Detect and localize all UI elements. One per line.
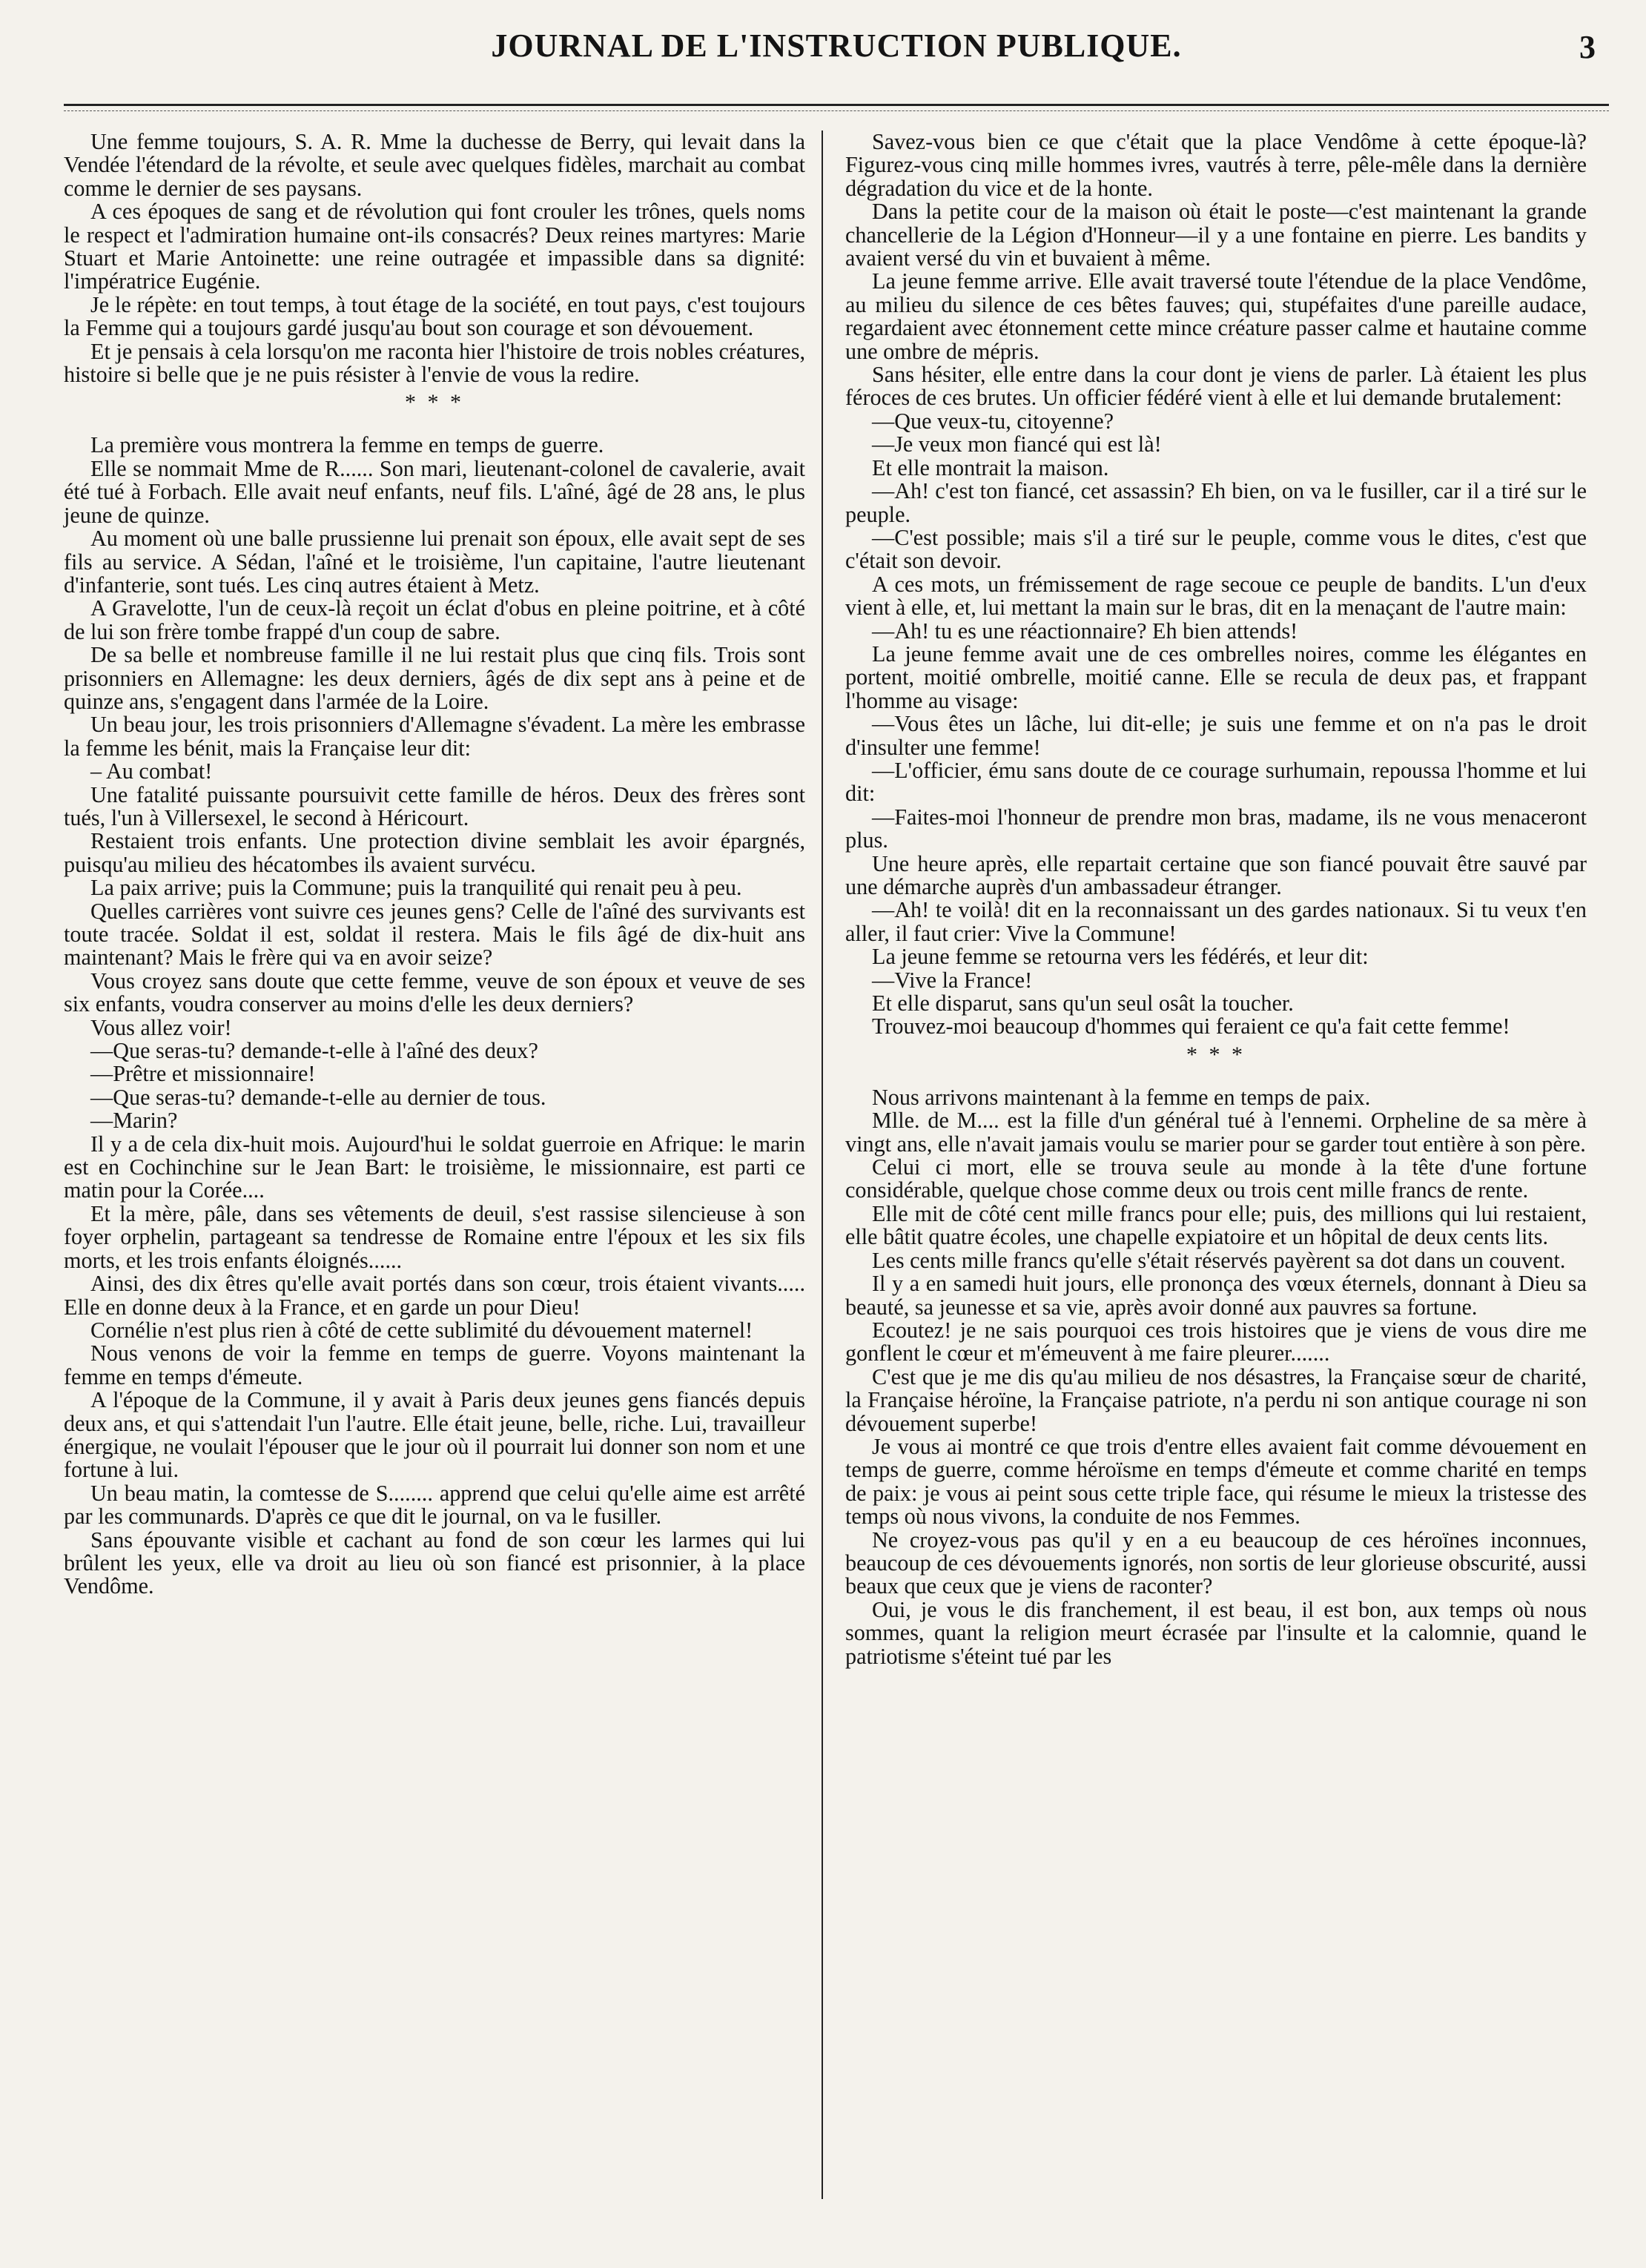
paragraph: Cornélie n'est plus rien à côté de cette sublimité du dévouement maternel! xyxy=(90,1317,753,1343)
paragraph: Sans hésiter, elle entre dans la cour dont je viens de parler. Là étaient les plus féroces de ces brutes. Un officier fédéré vient à elle et lui demande brutalement: xyxy=(845,362,1587,411)
dialogue-line: —Prêtre et missionnaire! xyxy=(90,1061,316,1087)
paragraph: Un beau matin, la comtesse de S........ apprend que celui qu'elle aime est arrêté par les communards. D'après ce que dit le journal, on va le fusiller. xyxy=(64,1480,805,1530)
paragraph: La jeune femme arrive. Elle avait traversé toute l'étendue de la place Vendôme, au milieu du silence de ces bêtes fauves; qui, stupéfaites d'une pareille audace, regardaient avec étonnement cette mince créature passer calme et hautaine comme une ombre de mépris. xyxy=(845,268,1587,364)
journal-title: JOURNAL DE L'INSTRUCTION PUBLIQUE. xyxy=(491,27,1182,64)
paragraph: Restaient trois enfants. Une protection divine semblait les avoir épargnés, puisqu'au milieu des hécatombes ils avaient survécu. xyxy=(64,828,805,877)
paragraph: A ces époques de sang et de révolution qui font crouler les trônes, quels noms le respect et l'admiration humaine ont-ils consacrés? Deux reines martyres: Marie Stuart et Marie Antoinette: une reine outragée et impassible dans sa dignité: l'impératrice Eugénie. xyxy=(64,199,805,294)
paragraph: Dans la petite cour de la maison où était le poste—c'est maintenant la grande chancellerie de la Légion d'Honneur—il y a une fontaine en pierre. Les bandits y avaient versé du vin et buvaient à même. xyxy=(845,199,1587,271)
section-separator: * * * xyxy=(1186,1042,1246,1067)
paragraph: Vous allez voir! xyxy=(90,1014,232,1040)
paragraph: Je vous ai montré ce que trois d'entre elles avaient fait comme dévouement en temps de guerre, comme héroïsme en temps d'émeute et comme charité en temps de paix: je vous ai peint sous cette triple face, qui résume le mieux la tristesse des temps où nous vivons, la conduite de nos Femmes. xyxy=(845,1433,1587,1530)
dialogue-line: —Ah! te voilà! dit en la reconnaissant un des gardes nationaux. Si tu veux t'en aller, il faut crier: Vive la Commune! xyxy=(845,897,1587,946)
paragraph: Un beau jour, les trois prisonniers d'Allemagne s'évadent. La mère les embrasse la femme les bénit, mais la Française leur dit: xyxy=(64,712,805,761)
paragraph: Une heure après, elle repartait certaine que son fiancé pouvait être sauvé par une démarche auprès d'un ambassadeur étranger. xyxy=(845,850,1587,899)
dialogue-line: —Je veux mon fiancé qui est là! xyxy=(872,432,1162,457)
paragraph: Elle se nommait Mme de R...... Son mari, lieutenant-colonel de cavalerie, avait été tué à Forbach. Elle avait neuf enfants, neuf fils. L'aîné, âgé de 28 ans, le plus jeune de quinze. xyxy=(64,455,805,528)
paragraph: Et elle disparut, sans qu'un seul osât la toucher. xyxy=(872,991,1294,1016)
dialogue-line: —Marin? xyxy=(90,1108,178,1134)
paragraph: Nous arrivons maintenant à la femme en temps de paix. xyxy=(872,1084,1371,1110)
section-separator: * * * xyxy=(405,390,464,415)
dialogue-line: —Ah! tu es une réactionnaire? Eh bien attends! xyxy=(872,618,1298,644)
paragraph: Les cents mille francs qu'elle s'était réservés payèrent sa dot dans un couvent. xyxy=(872,1247,1566,1273)
paragraph: Ainsi, des dix êtres qu'elle avait portés dans son cœur, trois étaient vivants..... Elle en donne deux à la France, et en garde un pour Dieu! xyxy=(64,1271,805,1320)
paragraph: La jeune femme avait une de ces ombrelles noires, comme les élégantes en portent, moitié ombrelle, moitié canne. Elle se recula de deux pas, et frappant l'homme au visage: xyxy=(845,641,1587,713)
paragraph: Vous croyez sans doute que cette femme, veuve de son époux et veuve de ses six enfants, voudra conserver au moins d'elle les deux derniers? xyxy=(64,968,805,1017)
paragraph: C'est que je me dis qu'au milieu de nos désastres, la Française sœur de charité, la Française héroïne, la Française patriote, n'a perdu ni son antique courage ni son dévouement superbe! xyxy=(845,1363,1587,1436)
header-rule-thin xyxy=(64,110,1609,111)
dialogue-line: —Vive la France! xyxy=(872,967,1033,993)
paragraph: Oui, je vous le dis franchement, il est beau, il est bon, aux temps où nous sommes, quant la religion meurt écrasée par l'insulte et la calomnie, quand le patriotisme s'éteint tué par les xyxy=(845,1596,1587,1669)
page-number: 3 xyxy=(1579,29,1596,65)
paragraph: De sa belle et nombreuse famille il ne lui restait plus que cinq fils. Trois sont prisonniers en Allemagne: les deux derniers, âgés de dix sept ans à peine et de quinze ans, s'engagent dans l'armée de la Loire. xyxy=(64,642,805,714)
paragraph: A Gravelotte, l'un de ceux-là reçoit un éclat d'obus en pleine poitrine, et à côté de lui son frère tombe frappé d'un coup de sabre. xyxy=(64,595,805,644)
dialogue-line: – Au combat! xyxy=(90,758,213,784)
paragraph: Au moment où une balle prussienne lui prenait son époux, elle avait sept de ses fils au service. A Sédan, l'aîné et le troisième, l'un capitaine, l'autre lieutenant d'infanterie, sont tués. Les cinq autres étaient à Metz. xyxy=(64,526,805,598)
page-header xyxy=(64,22,1609,67)
paragraph: Une fatalité puissante poursuivit cette famille de héros. Deux des frères sont tués, l'un à Villersexel, le second à Héricourt. xyxy=(64,781,805,830)
paragraph: Savez-vous bien ce que c'était que la place Vendôme à cette époque-là? Figurez-vous cinq mille hommes ivres, vautrés à terre, pêle-mêle dans la dernière dégradation du vice et de la honte. xyxy=(845,129,1587,201)
paragraph: Et elle montrait la maison. xyxy=(872,454,1109,480)
paragraph: Elle mit de côté cent mille francs pour elle; puis, des millions qui lui restaient, elle bâtit quatre écoles, une chapelle expiatoire et un hôpital de deux cents lits. xyxy=(845,1200,1587,1250)
paragraph: Nous venons de voir la femme en temps de guerre. Voyons maintenant la femme en temps d'émeute. xyxy=(64,1340,805,1389)
dialogue-line: —Que seras-tu? demande-t-elle à l'aîné des deux? xyxy=(90,1038,538,1064)
paragraph: Une femme toujours, S. A. R. Mme la duchesse de Berry, qui levait dans la Vendée l'étendard de la révolte, et seule avec quelques fidèles, marchait au combat comme le dernier de ses paysans. xyxy=(64,129,805,201)
paragraph: Quelles carrières vont suivre ces jeunes gens? Celle de l'aîné des survivants est toute tracée. Soldat il est, soldat il restera. Mais le fils âgé de dix-huit ans maintenant? Mais le frère qui va en avoir seize? xyxy=(64,898,805,971)
paragraph: A l'époque de la Commune, il y avait à Paris deux jeunes gens fiancés depuis deux ans, et qui s'attendait l'un l'autre. Elle était jeune, belle, riche. Lui, travailleur énergique, ne voulait l'épouser que le jour où il pourrait lui donner son nom et une fortune à lui. xyxy=(64,1387,805,1483)
header-rule xyxy=(64,104,1609,106)
dialogue-line: —Que veux-tu, citoyenne? xyxy=(872,408,1114,434)
paragraph: A ces mots, un frémissement de rage secoue ce peuple de bandits. L'un d'eux vient à elle, et, lui mettant la main sur le bras, dit en la menaçant de l'autre main: xyxy=(845,571,1587,621)
paragraph: Et je pensais à cela lorsqu'on me raconta hier l'histoire de trois nobles créatures, histoire si belle que je ne puis résister à l'envie de vous la redire. xyxy=(64,338,805,388)
right-column xyxy=(823,130,1587,2199)
paragraph: Il y a en samedi huit jours, elle prononça des vœux éternels, donnant à Dieu sa beauté, sa jeunesse et sa vie, après avoir donné aux pauvres sa fortune. xyxy=(845,1271,1587,1320)
paragraph: Ecoutez! je ne sais pourquoi ces trois histoires que je viens de vous dire me gonflent le cœur et m'émeuvent à me faire pleurer....... xyxy=(845,1317,1587,1366)
paragraph: La paix arrive; puis la Commune; puis la tranquilité qui renait peu à peu. xyxy=(90,875,742,901)
paragraph: Mlle. de M.... est la fille d'un général tué à l'ennemi. Orpheline de sa mère à vingt ans, elle n'avait jamais voulu se marier pour se garder tout entière à son père. xyxy=(845,1108,1587,1157)
paragraph: Celui ci mort, elle se trouva seule au monde à la tête d'une fortune considérable, quelque chose comme deux ou trois cent mille francs de rente. xyxy=(845,1154,1587,1203)
paragraph: Je le répète: en tout temps, à tout étage de la société, en tout pays, c'est toujours la Femme qui a toujours gardé jusqu'au bout son courage et son dévouement. xyxy=(64,291,805,341)
paragraph: La jeune femme se retourna vers les fédérés, et leur dit: xyxy=(872,944,1369,970)
dialogue-line: —C'est possible; mais s'il a tiré sur le peuple, comme vous le dites, c'est que c'était son devoir. xyxy=(845,524,1587,574)
paragraph: Trouvez-moi beaucoup d'hommes qui feraient ce qu'a fait cette femme! xyxy=(872,1014,1510,1039)
dialogue-line: —Vous êtes un lâche, lui dit-elle; je suis une femme et on n'a pas le droit d'insulter une femme! xyxy=(845,711,1587,760)
paragraph: Et la mère, pâle, dans ses vêtements de deuil, s'est rassise silencieuse à son foyer orphelin, partageant sa tendresse de Romaine entre l'époux et les six fils morts, et les trois enfants éloignés...... xyxy=(64,1200,805,1273)
paragraph: Il y a de cela dix-huit mois. Aujourd'hui le soldat guerroie en Afrique: le marin est en Cochinchine sur le Jean Bart: le troisième, le missionnaire, est parti ce matin pour la Corée.... xyxy=(64,1131,805,1203)
article-columns xyxy=(64,130,1609,2199)
paragraph: Sans épouvante visible et cachant au fond de son cœur les larmes qui lui brûlent les yeux, elle va droit au lieu où son fiancé est prisonnier, à la place Vendôme. xyxy=(64,1527,805,1599)
dialogue-line: —Ah! c'est ton fiancé, cet assassin? Eh bien, on va le fusiller, car il a tiré sur le peuple. xyxy=(845,478,1587,527)
dialogue-line: —Faites-moi l'honneur de prendre mon bras, madame, ils ne vous menaceront plus. xyxy=(845,804,1587,853)
dialogue-line: —Que seras-tu? demande-t-elle au dernier de tous. xyxy=(90,1084,546,1110)
paragraph: La première vous montrera la femme en temps de guerre. xyxy=(90,432,604,458)
left-column xyxy=(64,130,822,2199)
dialogue-line: —L'officier, ému sans doute de ce courage surhumain, repoussa l'homme et lui dit: xyxy=(845,757,1587,807)
paragraph: Ne croyez-vous pas qu'il y en a eu beaucoup de ces héroïnes inconnues, beaucoup de ces dévouements ignorés, non sortis de leur glorieuse obscurité, aussi beaux que ceux que je viens de raconter? xyxy=(845,1527,1587,1599)
